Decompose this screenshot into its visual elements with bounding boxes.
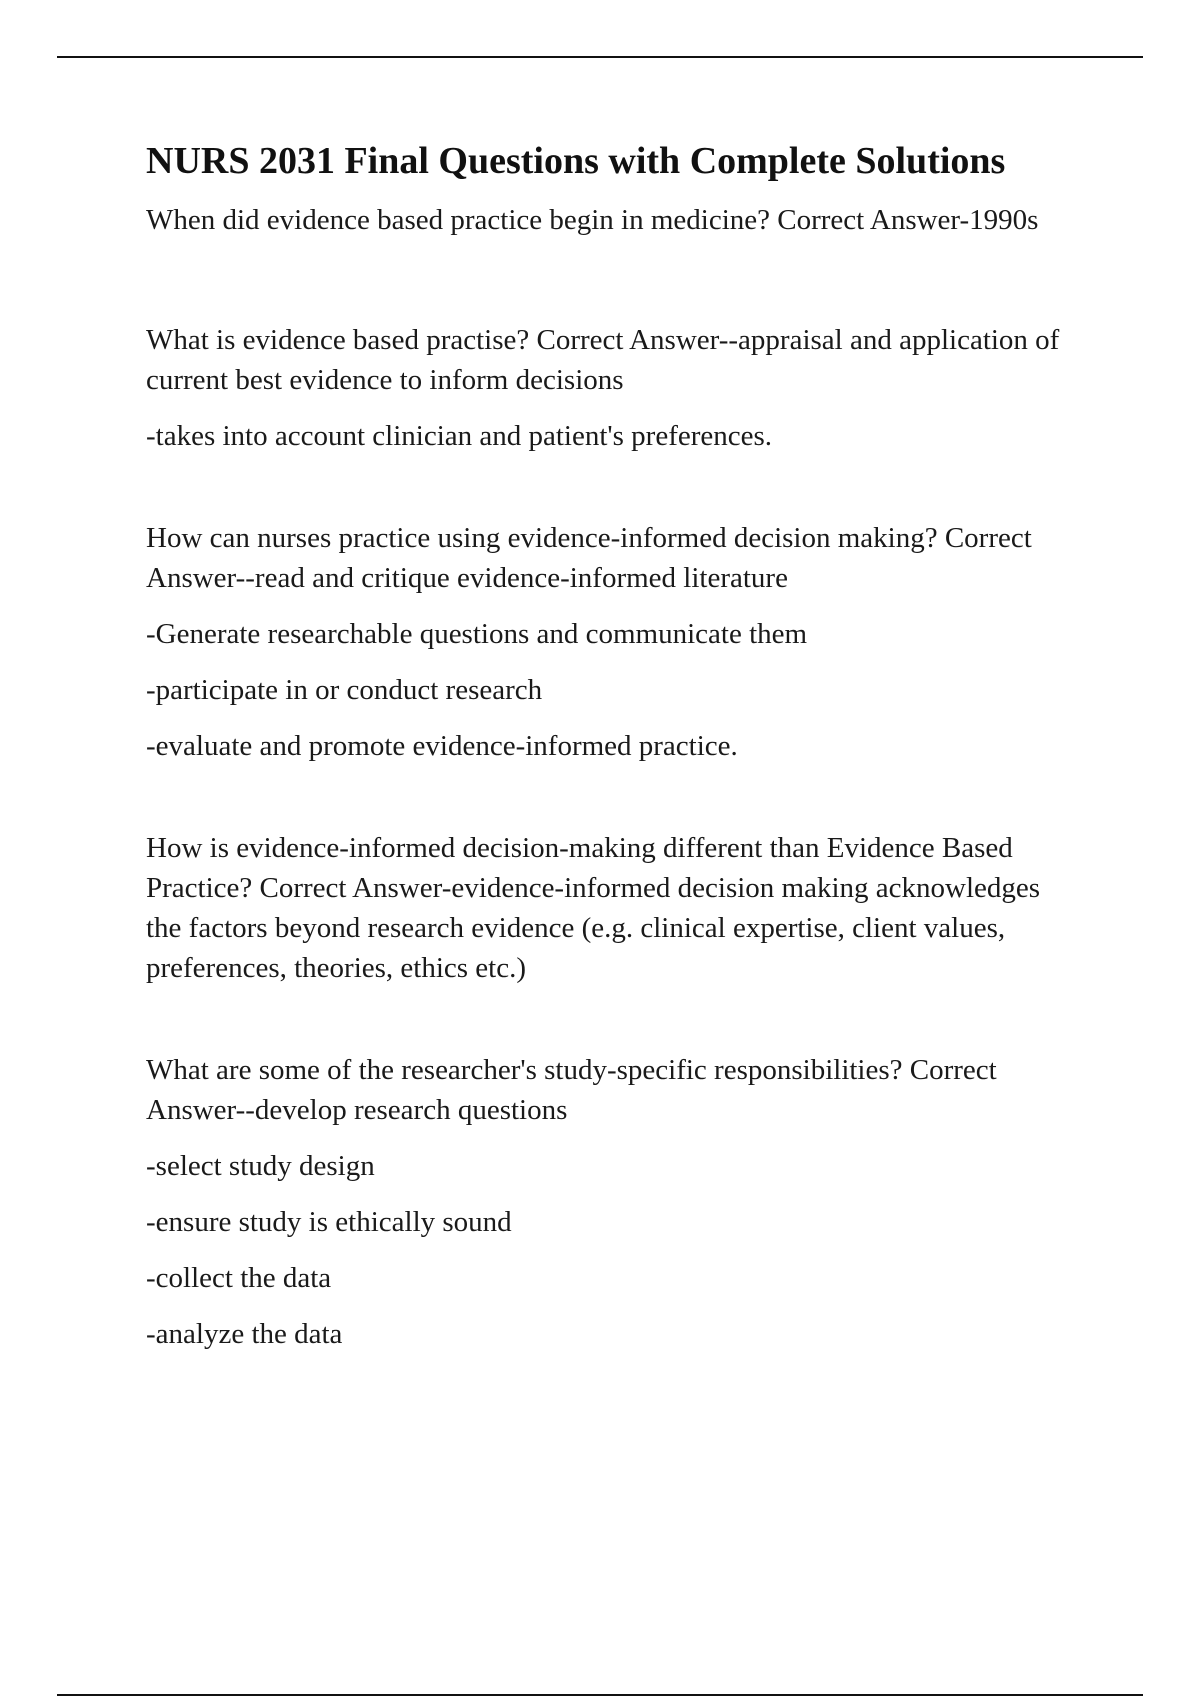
qa-answer-line: -Generate researchable questions and communicate them [146,617,808,650]
qa-answer-line: -select study design [146,1149,375,1182]
document-title: NURS 2031 Final Questions with Complete Solutions [146,140,1006,182]
qa-text: How is evidence-informed decision-making different than Evidence Based Practice? Correct Answer-evidence-informed decision making acknowledges the factors beyond research evidence (e.g. clinical expertise, client values, preferences, theories, ethics etc.) [146,831,1041,984]
qa-answer-line: -analyze the data [146,1317,343,1350]
qa-answer-line: -ensure study is ethically sound [146,1205,512,1238]
qa-answer-line: -participate in or conduct research [146,673,543,706]
qa-entry-2 [146,320,1081,456]
header-rule [57,56,1143,58]
qa-answer-line: -collect the data [146,1261,332,1294]
qa-entry-3 [146,518,1081,766]
document-body [146,138,1081,1416]
qa-text: How can nurses practice using evidence-informed decision making? Correct Answer--read and critique evidence-informed literature [146,521,1032,594]
qa-entry-1 [146,200,1081,240]
qa-answer-line: -takes into account clinician and patient's preferences. [146,419,773,452]
footer-rule [57,1694,1143,1696]
qa-answer-line: -evaluate and promote evidence-informed practice. [146,729,738,762]
qa-text: What is evidence based practise? Correct Answer--appraisal and application of current best evidence to inform decisions [146,323,1060,396]
qa-text: When did evidence based practice begin in medicine? Correct Answer-1990s [146,203,1039,236]
qa-entry-5 [146,1050,1081,1354]
qa-entry-4 [146,828,1081,988]
qa-text: What are some of the researcher's study-specific responsibilities? Correct Answer--develop research questions [146,1053,997,1126]
